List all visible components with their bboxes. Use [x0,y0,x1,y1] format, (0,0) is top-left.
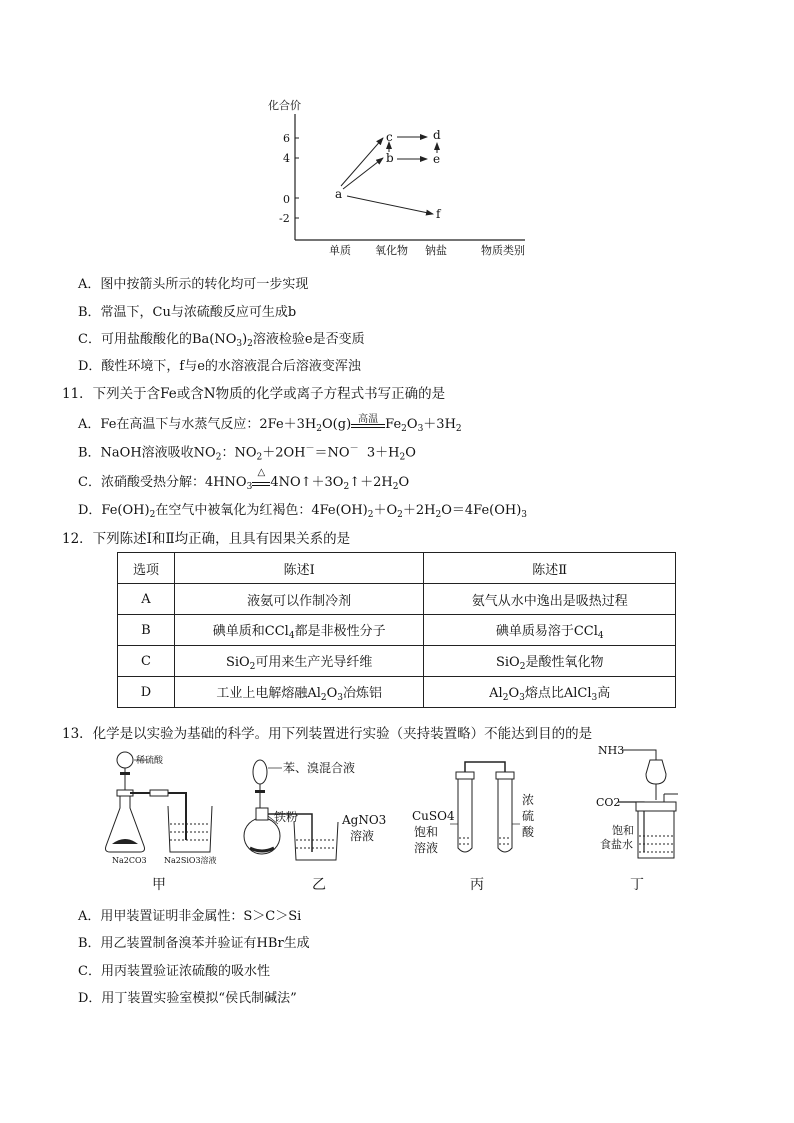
table-row [118,677,676,708]
apparatus-yi [240,752,390,864]
apparatus-jia [100,746,225,868]
label-acid: 酸 [522,825,535,839]
arrow-a-b [343,158,383,189]
table-cell: $Al_2O_3$熔点比AlCl$_3$高 [424,677,676,708]
table-cell: C [118,646,175,677]
label-saturated: 饱和 [414,825,439,839]
q10-option-b: B．常温下，Cu与浓硫酸反应可生成b [78,305,297,320]
table-cell: B [118,615,175,646]
x-tick-label: 钠盐 [425,244,447,257]
table-row [118,615,676,646]
label-solution: 溶液 [350,829,375,843]
label-dilute-sulfuric: 稀硫酸 [136,756,164,766]
header-cell: 陈述Ⅱ [424,553,676,584]
table-cell: 氨气从水中逸出是吸热过程 [424,584,676,615]
y-tick-label: 6 [283,132,290,145]
label-solution: 溶液 [414,841,439,855]
q13-option-d: D．用丁装置实验室模拟“侯氏制碱法” [78,991,297,1006]
label-agno3: AgNO3 [342,813,387,827]
arrow-a-f [347,196,433,214]
q13-stem: 13．化学是以实验为基础的科学。用下列装置进行实验（夹持装置略）不能达到目的的是 [62,726,593,742]
point-d: d [433,128,441,142]
caption-jia: 甲 [152,877,166,893]
table-cell: SiO$_2$是酸性氧化物 [424,646,676,677]
label-co2: CO2 [596,796,621,809]
table-cell: 液氨可以作制冷剂 [174,584,424,615]
valence-diagram [255,92,545,260]
q12-stem: 12．下列陈述Ⅰ和Ⅱ均正确，且具有因果关系的是 [62,531,351,547]
table-row [118,646,676,677]
table-cell: A [118,584,175,615]
q10-option-c: C．可用盐酸酸化的$Ba(NO_3)_2$溶液检验e是否变质 [78,332,365,349]
q11-stem: 11．下列关于含Fe或含N物质的化学或离子方程式书写正确的是 [62,386,446,402]
y-axis-label: 化合价 [268,99,301,112]
arrow-a-c [341,138,383,186]
y-tick-label: 4 [283,152,290,165]
label-benzene-bromine: 苯、溴混合液 [283,761,356,775]
label-iron-powder: 铁粉 [274,810,299,824]
point-e: e [433,152,441,166]
table-cell: SiO$_2$可用来生产光导纤维 [174,646,424,677]
x-tick-label: 氧化物 [375,244,408,257]
q13-option-c: C．用丙装置验证浓硫酸的吸水性 [78,964,270,979]
caption-bing: 丙 [470,877,484,893]
x-tick-label: 单质 [329,244,351,257]
q11-option-d: D．$Fe(OH)_2$在空气中被氧化为红褐色：$4Fe(OH)_2+O_2+2H_2O=4Fe(OH)_3$ [78,503,528,520]
q13-option-a: A．用甲装置证明非金属性：S＞C＞Si [78,909,302,924]
q12-table [117,552,676,708]
table-cell: D [118,677,175,708]
caption-yi: 乙 [312,877,326,893]
q10-option-a: A．图中按箭头所示的转化均可一步实现 [78,277,309,292]
table-cell: 碘单质和CCl$_4$都是非极性分子 [174,615,424,646]
table-row [118,584,676,615]
table-header-row [118,553,676,584]
point-f: f [436,207,441,221]
label-cuso4: CuSO4 [412,809,455,823]
y-tick-label: 0 [283,193,290,206]
x-axis-label: 物质类别 [481,244,525,257]
point-b: b [386,151,394,165]
y-tick-label: -2 [279,212,290,225]
q11-option-c: C．浓硝酸受热分解：$4HNO_3$ △ $4NO↑+3O_2↑+2H_2O$ [78,467,410,492]
table-cell: 碘单质易溶于CCl$_4$ [424,615,676,646]
point-c: c [386,130,393,144]
label-na2co3: Na2CO3 [112,856,147,865]
q13-option-b: B．用乙装置制备溴苯并验证有HBr生成 [78,936,310,951]
label-salt-water: 食盐水 [600,838,633,851]
apparatus-bing [410,758,550,862]
label-saturated-brine: 饱和 [612,824,634,837]
label-nh3: NH3 [598,744,625,757]
label-sulfur: 硫 [522,809,535,823]
label-na2sio3: Na2SiO3溶液 [164,856,217,865]
apparatus-ding [592,740,702,864]
label-conc: 浓 [522,793,535,807]
caption-ding: 丁 [630,877,644,893]
q10-option-d: D．酸性环境下，f与e的水溶液混合后溶液变浑浊 [78,359,361,374]
q11-option-b: B．NaOH溶液吸收$NO_2$：$NO_2+2OH^-=NO^-$ $3+H_2O$ [78,444,416,463]
header-cell: 选项 [118,553,175,584]
table-cell: 工业上电解熔融$Al_2O_3$冶炼铝 [174,677,424,708]
q11-option-a: A．Fe在高温下与水蒸气反应：$2Fe+3H_2O(g)$ 高温 $Fe_2O_3+3H_2$ [78,414,462,434]
header-cell: 陈述Ⅰ [174,553,424,584]
point-a: a [335,187,343,201]
